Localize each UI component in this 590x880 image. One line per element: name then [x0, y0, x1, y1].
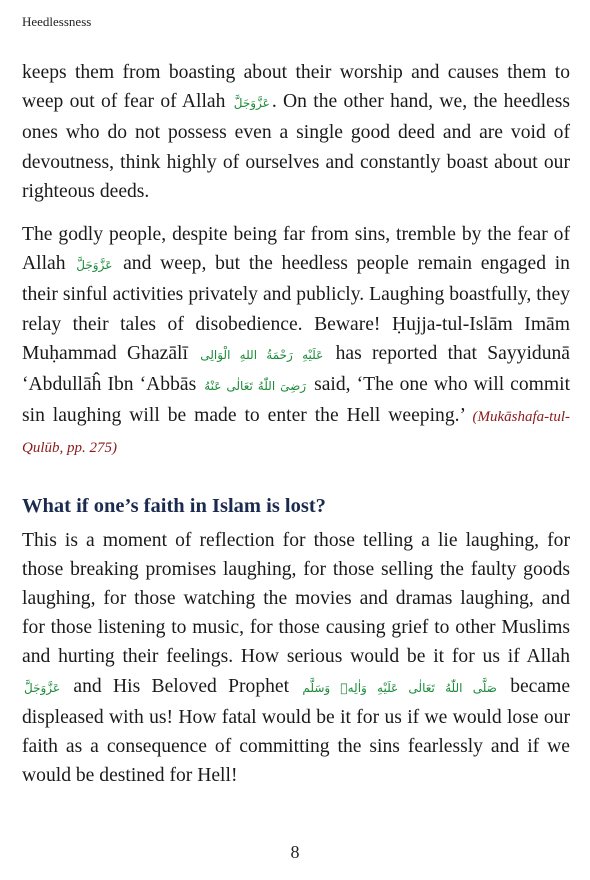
radiyallahu-anhu-honorific: رَضِىَ اللّٰهُ تَعَالٰى عَنْهُ: [204, 379, 307, 394]
paragraph-2: [22, 220, 570, 464]
citation: (Mukāshafa-tul-Qulūb, pp. 275): [22, 409, 571, 457]
salawat-honorific: صَلَّى اللّٰهُ تَعَالٰى عَلَيْهِ وَاٰلِهٖ وَسَلَّم: [302, 680, 497, 695]
azza-wa-jal-honorific: عَزَّوَجَلَّ: [76, 258, 113, 273]
paragraph-2-text-d: said, ‘The one who will commit sin laughing will be made to enter the Hell weeping.’: [22, 374, 571, 427]
paragraph-1: [22, 58, 570, 206]
running-head: Heedlessness: [22, 14, 92, 29]
paragraph-3-text-b: and His Beloved Prophet: [73, 675, 290, 697]
alayhi-rahmah-honorific: عَلَيْهِ رَحْمَةُ اللهِ الْوَالِى: [200, 347, 324, 362]
azza-wa-jal-honorific: عَزَّوَجَلَّ: [24, 680, 61, 695]
azza-wa-jal-honorific: عَزَّوَجَلَّ: [233, 96, 270, 111]
page-body: [22, 58, 570, 790]
paragraph-2-text-c: has reported that Sayyidunā ‘Abdullāĥ Ibn ‘Abbās: [22, 342, 570, 396]
paragraph-2-text-a: The godly people, despite being far from sins, tremble by the fear of Allah: [22, 224, 570, 275]
paragraph-1-text-b: . On the other hand, we, the heedless ones who do not possess even a single good deed and are void of devoutness, think highly of ourselves and constantly boast about our righteous deeds.: [22, 91, 571, 202]
paragraph-2-text-b: and weep, but the heedless people remain engaged in their sinful activities privately and publicly. Laughing boastfully, they relay their tales of disobedience. Beware! Ḥujja-tul-Islām Imām Muḥammad Ghazālī: [22, 253, 570, 364]
paragraph-3-text-c: became displeased with us! How fatal would be it for us if we would lose our faith as a consequence of committing the sins fearlessly and if we would be destined for Hell!: [22, 675, 571, 787]
paragraph-1-text-a: keeps them from boasting about their worship and causes them to weep out of fear of Allah: [22, 62, 570, 113]
paragraph-3: [22, 526, 570, 791]
paragraph-3-text-a: This is a moment of reflection for those telling a lie laughing, for those breaking promises laughing, for those selling the faulty goods laughing, for those watching the movies and dramas laughing, and for those listening to music, for those causing grief to other Muslims and hurting their feelings. How serious would be it for us if Allah: [22, 529, 570, 668]
page-number: 8: [290, 842, 300, 862]
section-heading: What if one’s faith in Islam is lost?: [22, 494, 326, 517]
